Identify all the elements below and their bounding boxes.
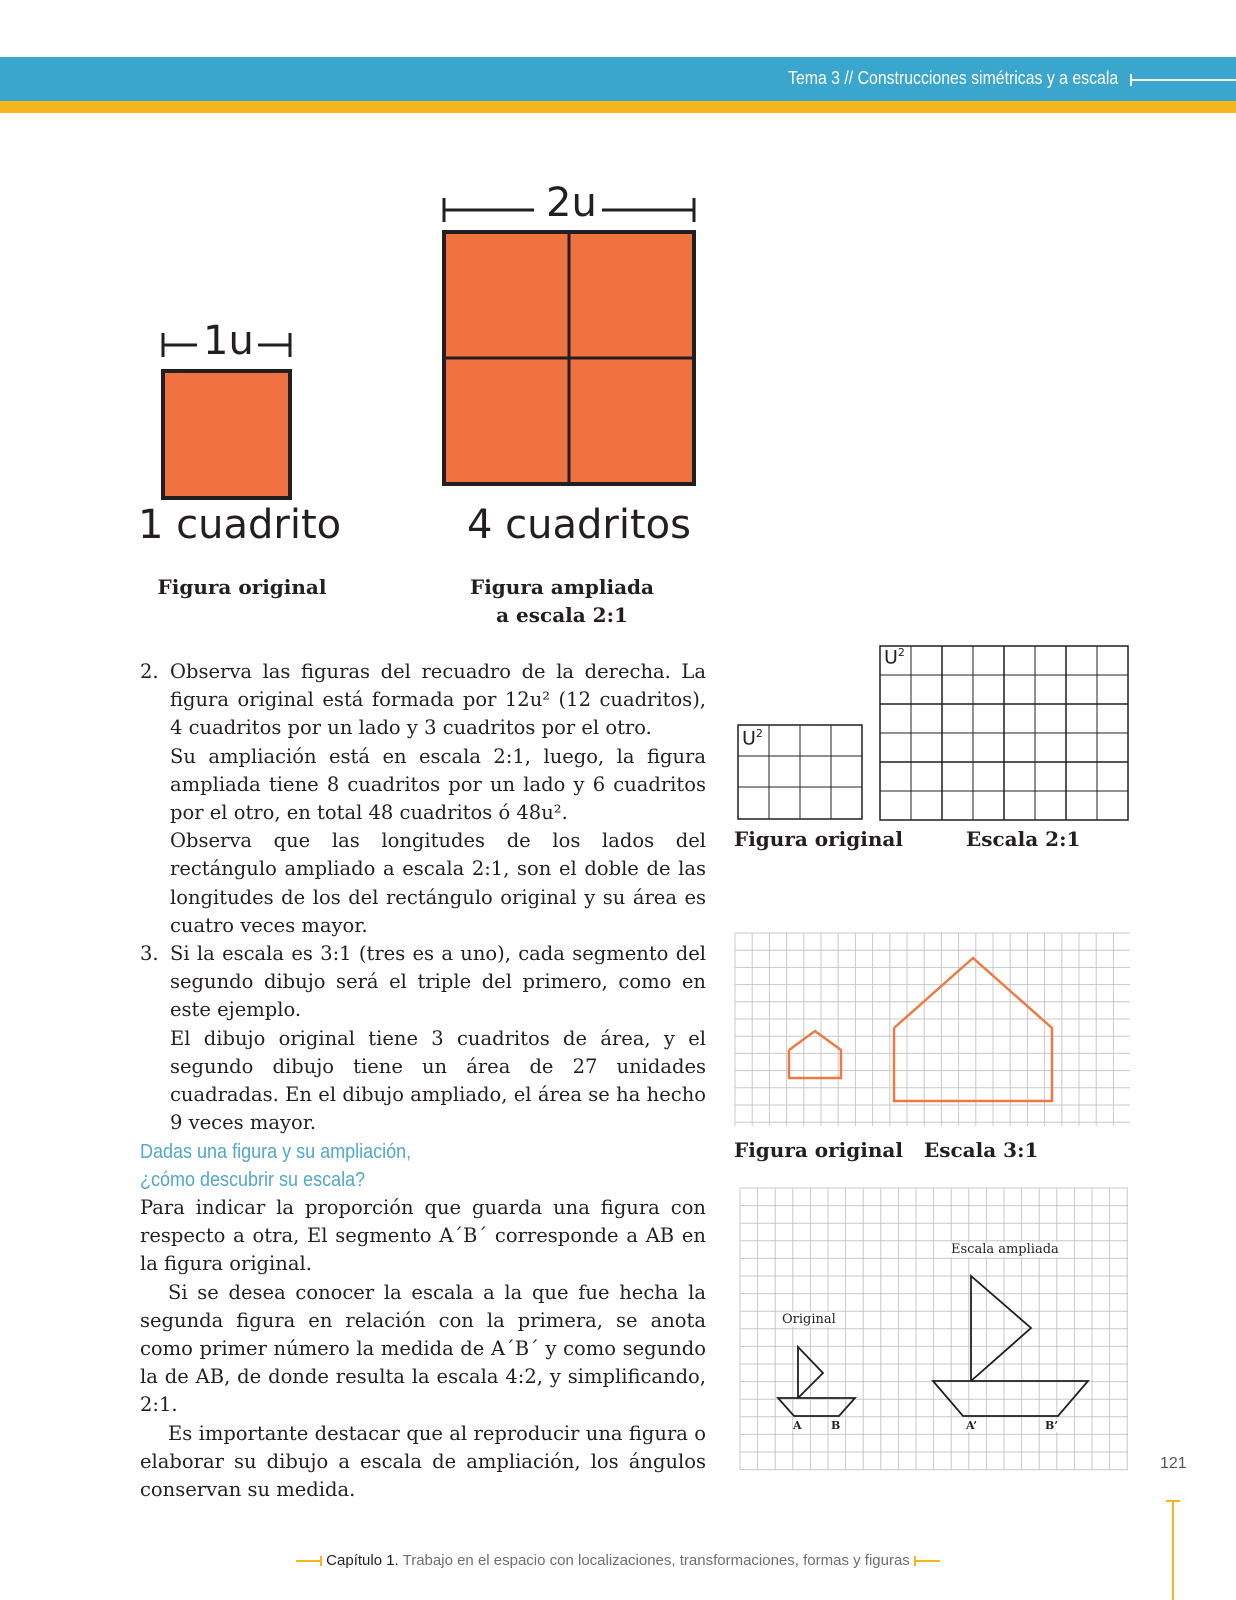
- subheading-line2: ¿cómo descubrir su escala?: [140, 1169, 366, 1191]
- list-number: 3.: [140, 942, 159, 966]
- list-paragraph: Observa que las longitudes de los lados del rectángulo ampliado a escala 2:1, son el doble de las longitudes de los del rectángulo original y su área es cuatro veces mayor.: [170, 829, 706, 937]
- list-number: 2.: [140, 660, 159, 683]
- page-number: 121: [1160, 1455, 1187, 1472]
- scaled-rectangle-grid: [880, 646, 1128, 820]
- header-rule: [1130, 79, 1236, 81]
- scale-explanation: [140, 1194, 706, 1504]
- list-paragraph: Si la escala es 3:1 (tres es a uno), cada segmento del segundo dibujo será el triple del primero, como en este ejemplo.: [170, 942, 706, 1022]
- footer-chapter: Capítulo 1.: [326, 1552, 399, 1569]
- paragraph: Es importante destacar que al reproducir una figura o elaborar su dibujo a escala de ampliación, los ángulos conservan su medida.: [140, 1421, 706, 1502]
- footer-deco-right: [914, 1560, 940, 1562]
- list-paragraph: Su ampliación está en escala 2:1, luego, la figura ampliada tiene 8 cuadritos por un lado y 6 cuadritos por el otro, en total 48 cuadritos ó 48u².: [170, 744, 706, 825]
- large-count-label: 4 cuadritos: [467, 502, 691, 548]
- original-caption: Figura original: [157, 575, 327, 599]
- list-item: [140, 940, 706, 1137]
- small-boat: [778, 1347, 855, 1416]
- header-rule-tick: [1130, 74, 1132, 86]
- grid2-caption-scale: Escala 3:1: [924, 1138, 1039, 1162]
- header-accent-bar: [0, 101, 1236, 113]
- house-grid: [735, 933, 1130, 1126]
- small-square: [163, 371, 290, 498]
- grid1-caption-scale: Escala 2:1: [966, 827, 1081, 851]
- point-a-label: A: [793, 1419, 802, 1432]
- point-b-prime-label: B’: [1045, 1419, 1059, 1432]
- point-b-label: B: [831, 1419, 841, 1432]
- boat-scaled-label: Escala ampliada: [951, 1242, 1059, 1257]
- small-grid-unit-label: $U^2$: [742, 727, 763, 750]
- point-a-prime-label: A’: [966, 1419, 978, 1432]
- small-house: [789, 1031, 841, 1078]
- footer: [0, 1552, 1236, 1569]
- grid1-caption-original: Figura original: [734, 827, 903, 851]
- large-square: [444, 232, 694, 484]
- small-count-label: 1 cuadrito: [138, 502, 342, 548]
- large-dimension-label: 2u: [546, 180, 597, 226]
- subheading-line1: Dadas una figura y su ampliación,: [140, 1141, 412, 1163]
- section-subheading: [140, 1138, 644, 1194]
- grid2-caption-original: Figura original: [734, 1138, 903, 1162]
- enlarged-caption-line2: a escala 2:1: [496, 603, 628, 627]
- footer-deco-left: [296, 1560, 322, 1562]
- list-paragraph: El dibujo original tiene 3 cuadritos de área, y el segundo dibujo tiene un área de 27 unidades cuadradas. En el dibujo ampliado, el área se ha hecho 9 veces mayor.: [170, 1026, 706, 1135]
- list-item: [140, 658, 706, 940]
- large-house: [894, 958, 1052, 1101]
- footer-text: Trabajo en el espacio con localizaciones, transformaciones, formas y figuras: [398, 1552, 910, 1569]
- large-boat: [933, 1276, 1088, 1416]
- right-rule: [1172, 1502, 1174, 1600]
- paragraph: Si se desea conocer la escala a la que fue hecha la segunda figura en relación con la primera, se anota como primer número la medida de A´B´ y como segundo la de AB, de donde resulta la escala 4:2, y simplificando, 2:1.: [140, 1280, 706, 1417]
- enlarged-caption-line1: Figura ampliada: [470, 575, 654, 599]
- numbered-list: [140, 658, 706, 1137]
- header-title: Tema 3 // Construcciones simétricas y a escala: [787, 68, 1118, 88]
- boat-original-label: Original: [782, 1312, 836, 1327]
- large-grid-unit-label: $U^2$: [884, 646, 905, 669]
- small-dimension-label: 1u: [203, 318, 254, 364]
- enlarged-caption: [460, 573, 664, 629]
- list-paragraph: Observa las figuras del recuadro de la derecha. La figura original está formada por 12u² (12 cuadritos), 4 cuadritos por un lado y 3 cuadritos por el otro.: [170, 660, 706, 740]
- paragraph: Para indicar la proporción que guarda una figura con respecto a otra, El segmento A´B´ corresponde a AB en la figura original.: [140, 1196, 706, 1276]
